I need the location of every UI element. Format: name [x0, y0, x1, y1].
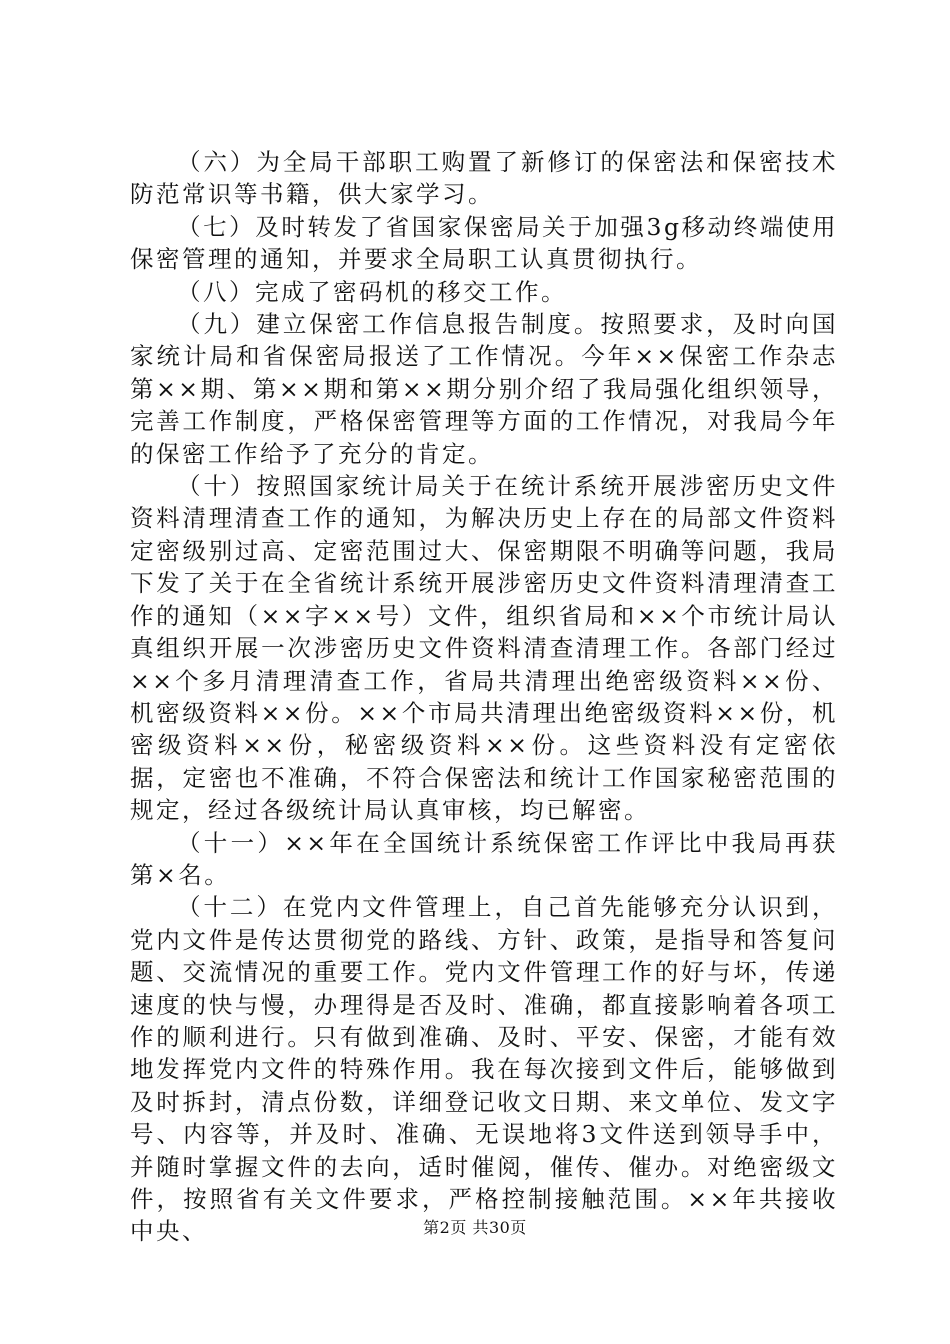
paragraph-12: （十二）在党内文件管理上，自己首先能够充分认识到，党内文件是传达贯彻党的路线、方针、政策，是指导和答复问题、交流情况的重要工作。党内文件管理工作的好与坏，传递速度的快与慢，办理得是否及时、准确，都直接影响着各项工作的顺利进行。只有做到准确、及时、平安、保密，才能有效地发挥党内文件的特殊作用。我在每次接到文件后，能够做到及时拆封，清点份数，详细登记收文日期、来文单位、发文字号、内容等，并及时、准确、无误地将3文件送到领导手中，并随时掌握文件的去向，适时催阅，催传、催办。对绝密级文件，按照省有关文件要求，严格控制接触范围。××年共接收中央、: [130, 893, 838, 1246]
paragraph-10: （十）按照国家统计局关于在统计系统开展涉密历史文件资料清理清查工作的通知，为解决历史上存在的局部文件资料定密级别过高、定密范围过大、保密期限不明确等问题，我局下发了关于在全省统计系统开展涉密历史文件资料清理清查工作的通知（××字××号）文件，组织省局和××个市统计局认真组织开展一次涉密历史文件资料清查清理工作。各部门经过××个多月清理清查工作，省局共清理出绝密级资料××份、机密级资料××份。××个市局共清理出绝密级资料××份，机密级资料××份，秘密级资料××份。这些资料没有定密依据，定密也不准确，不符合保密法和统计工作国家秘密范围的规定，经过各级统计局认真审核，均已解密。: [130, 472, 838, 825]
page-number-footer: 第2页 共30页: [423, 1218, 527, 1237]
paragraph-9: （九）建立保密工作信息报告制度。按照要求，及时向国家统计局和省保密局报送了工作情况。今年××保密工作杂志第××期、第××期和第××期分别介绍了我局强化组织领导，完善工作制度，严格保密管理等方面的工作情况，对我局今年的保密工作给予了充分的肯定。: [130, 310, 838, 468]
paragraph-8: （八）完成了密码机的移交工作。: [177, 277, 567, 306]
paragraph-6: （六）为全局干部职工购置了新修订的保密法和保密技术防范常识等书籍，供大家学习。: [130, 148, 838, 209]
document-body: [130, 146, 838, 1248]
paragraph-11: （十一）××年在全国统计系统保密工作评比中我局再获第×名。: [130, 828, 838, 889]
paragraph-7: （七）及时转发了省国家保密局关于加强3g移动终端使用保密管理的通知，并要求全局职工认真贯彻执行。: [130, 212, 838, 274]
